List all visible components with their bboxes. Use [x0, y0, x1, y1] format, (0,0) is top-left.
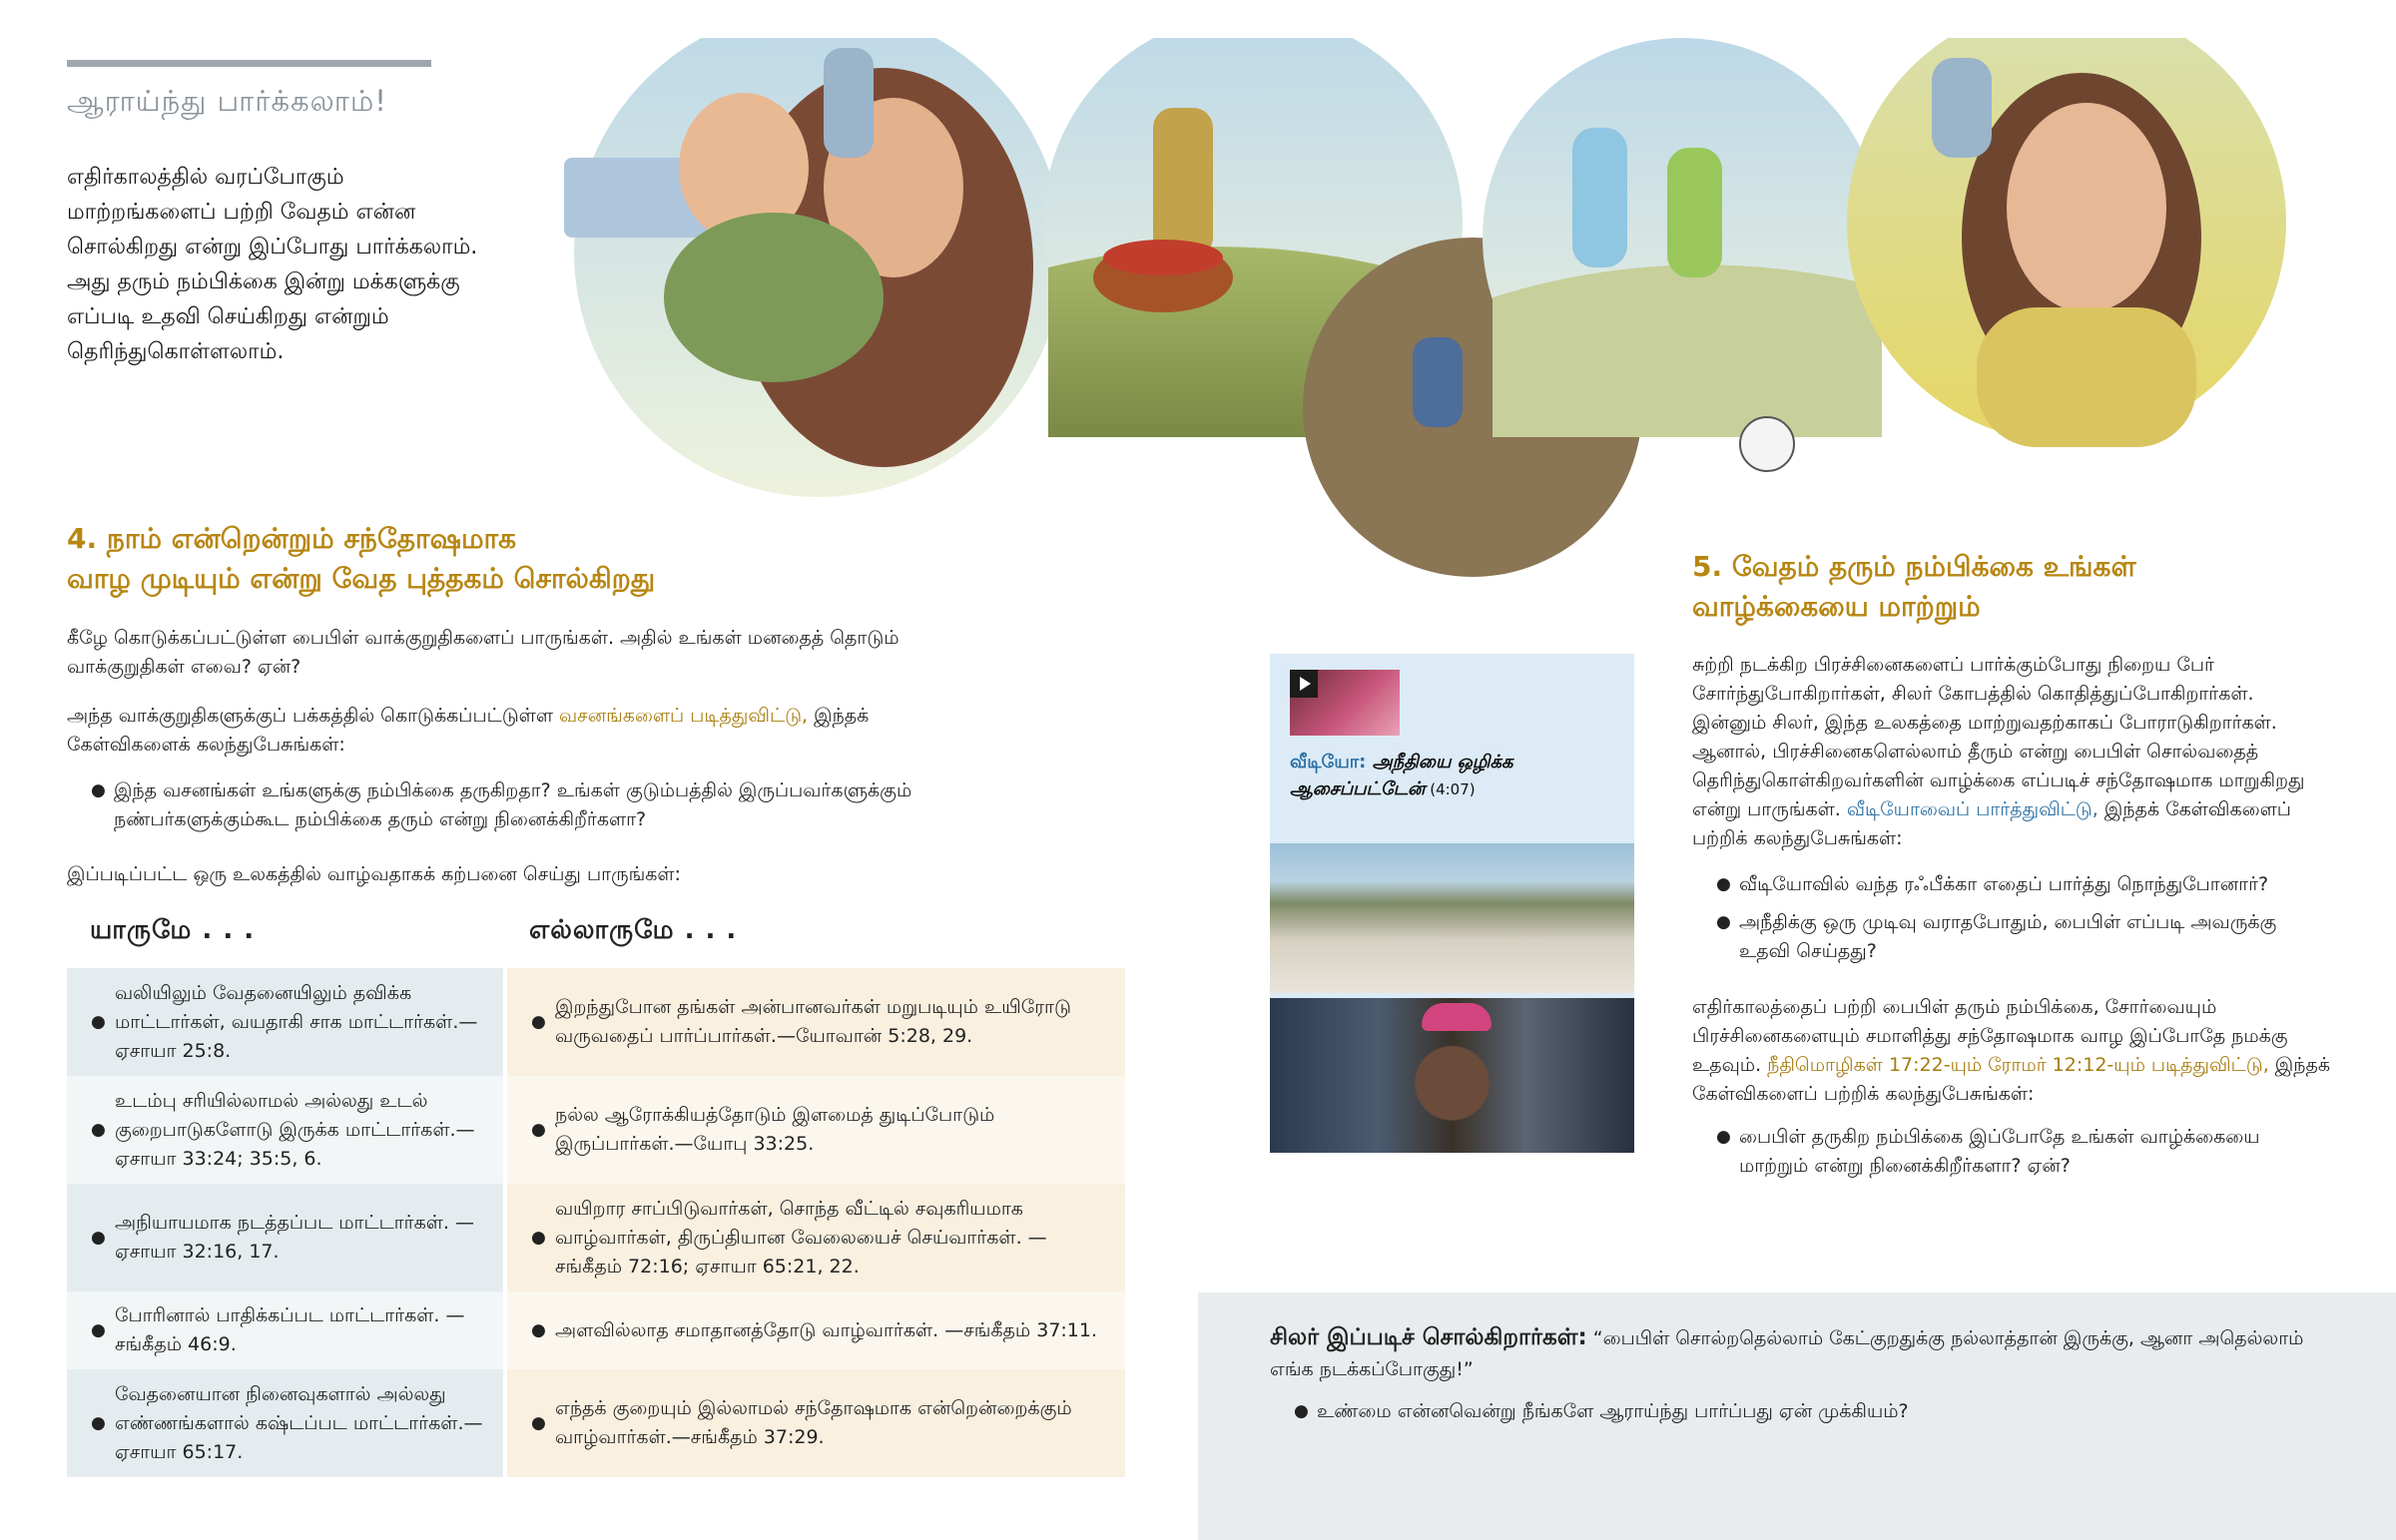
section-5-paragraph-1: சுற்றி நடக்கிற பிரச்சினைகளைப் பார்க்கும்போது நிறைய பேர் சோர்ந்துபோகிறார்கள், சிலர் கோபத்தில் கொதித்துப்போகிறார்கள். இன்னும் சிலர், இந்த உலகத்தை மாற்றுவதற்காகப் போராடுகிறார்கள். ஆனால், பிரச்சினைகளெல்லாம் தீரும் என்று பைபிள் சொல்வதைத் தெரிந்துகொள்கிறவர்களின் வாழ்க்கை எப்படிச் சந்தோஷமாக மாறுகிறது என்று பாருங்கள். வீடியோவைப் பார்த்துவிட்டு, இந்தக் கேள்விகளைப் பற்றிக் கலந்துபேசுங்கள்:: [1692, 654, 2305, 849]
table-cell: ● உடம்பு சரியில்லாமல் அல்லது உடல் குறைபாடுகளோடு இருக்க மாட்டார்கள்.—ஏசாயா 33:24; 35:5, 6.: [67, 1076, 503, 1184]
section-4-question: ● இந்த வசனங்கள் உங்களுக்கு நம்பிக்கை தருகிறதா? உங்கள் குடும்பத்தில் இருப்பவர்களுக்கும் நண்பர்களுக்கும்கூட நம்பிக்கை தரும் என்று நினைக்கிறீர்களா?: [91, 779, 912, 830]
table-row: [67, 968, 1125, 1076]
video-link[interactable]: வீடியோவைப் பார்த்துவிட்டு,: [1846, 798, 2098, 820]
section-4-heading: 4. நாம் என்றென்றும் சந்தோஷமாக வாழ முடியும் என்று வேத புத்தகம் சொல்கிறது: [67, 522, 656, 595]
table-cell: ● அளவில்லாத சமாதானத்தோடு வாழ்வார்கள். —சங்கீதம் 37:11.: [503, 1291, 1125, 1369]
section-4-paragraph-3: இப்படிப்பட்ட ஒரு உலகத்தில் வாழ்வதாகக் கற்பனை செய்து பாருங்கள்:: [67, 863, 681, 885]
table-cell: ● அநியாயமாக நடத்தப்பட மாட்டார்கள். —ஏசாயா 32:16, 17.: [67, 1184, 503, 1291]
table-cell: ● நல்ல ஆரோக்கியத்தோடும் இளமைத் துடிப்போடும் இருப்பார்கள்.—யோபு 33:25.: [503, 1076, 1125, 1184]
video-still-headscarf: [1422, 1003, 1492, 1031]
play-icon[interactable]: [1290, 670, 1318, 698]
scripture-link[interactable]: வசனங்களைப் படித்துவிட்டு,: [559, 705, 809, 727]
intro-text: எதிர்காலத்தில் வரப்போகும் மாற்றங்களைப் பற்றி வேதம் என்ன சொல்கிறது என்று இப்போது பார்க்கலாம். அது தரும் நம்பிக்கை இன்று மக்களுக்கு எப்படி உதவி செய்கிறது என்றும் தெரிந்துகொள்ளலாம்.: [67, 165, 478, 364]
hero-illustration: [554, 38, 2351, 577]
promises-table: [67, 968, 1125, 1477]
video-still-cotton-field: [1270, 843, 1634, 993]
section-rule: [67, 60, 431, 67]
table-cell: ● எந்தக் குறையும் இல்லாமல் சந்தோஷமாக என்றென்றைக்கும் வாழ்வார்கள்.—சங்கீதம் 37:29.: [503, 1369, 1125, 1477]
table-cell: ● வேதனையான நினைவுகளால் அல்லது எண்ணங்களால் கஷ்டப்பட மாட்டார்கள்.—ஏசாயா 65:17.: [67, 1369, 503, 1477]
page-title: ஆராய்ந்து பார்க்கலாம்!: [67, 84, 387, 118]
column-heading-everyone: எல்லாருமே . . .: [529, 915, 738, 945]
video-card[interactable]: [1270, 654, 1634, 1153]
elderly-figure: [824, 48, 874, 158]
video-caption[interactable]: வீடியோ: அநீதியை ஒழிக்க ஆசைப்பட்டேன் (4:07): [1290, 752, 1513, 799]
table-row: [67, 1291, 1125, 1369]
some-say-question: ● உண்மை என்னவென்று நீங்களே ஆராய்ந்து பார்ப்பது ஏன் முக்கியம்?: [1294, 1400, 1909, 1422]
farmer-figure: [1153, 108, 1213, 257]
some-say-quote: சிலர் இப்படிச் சொல்கிறார்கள்: “பைபிள் சொல்றதெல்லாம் கேட்குறதுக்கு நல்லாத்தான் இருக்கு, ஆனா அதெல்லாம் எங்க நடக்கப்போகுது!”: [1270, 1324, 2304, 1380]
section-5-heading: 5. வேதம் தரும் நம்பிக்கை உங்கள் வாழ்க்கையை மாற்றும்: [1692, 550, 2136, 623]
section-5-question-2: ● அநீதிக்கு ஒரு முடிவு வராதபோதும், பைபிள் எப்படி அவருக்கு உதவி செய்தது?: [1716, 911, 2277, 962]
table-row: [67, 1076, 1125, 1184]
section-4-paragraph-1: கீழே கொடுக்கப்பட்டுள்ள பைபிள் வாக்குறுதிகளைப் பாருங்கள். அதில் உங்கள் மனதைத் தொடும் வாக்குறுதிகள் எவை? ஏன்?: [67, 627, 899, 678]
sad-figure: [1932, 58, 1992, 158]
table-cell: ● வயிறார சாப்பிடுவார்கள், சொந்த வீட்டில் சவுகரியமாக வாழ்வார்கள், திருப்தியான வேலையைச் செய்வார்கள். —சங்கீதம் 72:16; ஏசாயா 65:21, 22.: [503, 1184, 1125, 1291]
girl-figure: [1572, 128, 1627, 267]
section-4-paragraph-2: அந்த வாக்குறுதிகளுக்குப் பக்கத்தில் கொடுக்கப்பட்டுள்ள வசனங்களைப் படித்துவிட்டு, இந்தக் கேள்விகளைக் கலந்துபேசுங்கள்:: [67, 705, 870, 756]
table-cell: ● வலியிலும் வேதனையிலும் தவிக்க மாட்டார்கள், வயதாகி சாக மாட்டார்கள்.—ஏசாயா 25:8.: [67, 968, 503, 1076]
table-cell: ● போரினால் பாதிக்கப்பட மாட்டார்கள். —சங்கீதம் 46:9.: [67, 1291, 503, 1369]
table-row: [67, 1369, 1125, 1477]
table-cell: ● இறந்துபோன தங்கள் அன்பானவர்கள் மறுபடியும் உயிரோடு வருவதைப் பார்ப்பார்கள்.—யோவான் 5:28, 29.: [503, 968, 1125, 1076]
section-5-question-3: ● பைபிள் தருகிற நம்பிக்கை இப்போதே உங்கள் வாழ்க்கையை மாற்றும் என்று நினைக்கிறீர்களா? ஏன்?: [1716, 1126, 2260, 1177]
soccer-ball: [1740, 417, 1794, 471]
boy-figure: [1667, 148, 1722, 277]
column-heading-nobody: யாருமே . . .: [90, 915, 256, 945]
scripture-link[interactable]: நீதிமொழிகள் 17:22-யும் ரோமர் 12:12-யும் படித்துவிட்டு,: [1767, 1054, 2269, 1076]
section-5-paragraph-2: எதிர்காலத்தைப் பற்றி பைபிள் தரும் நம்பிக்கை, சோர்வையும் பிரச்சினைகளையும் சமாளித்து சந்தோஷமாக வாழ இப்போதே நமக்கு உதவும். நீதிமொழிகள் 17:22-யும் ரோமர் 12:12-யும் படித்துவிட்டு, இந்தக் கேள்விகளைப் பற்றிக் கலந்துபேசுங்கள்:: [1692, 996, 2331, 1105]
table-row: [67, 1184, 1125, 1291]
section-5-question-1: ● வீடியோவில் வந்த ரஃபீக்கா எதைப் பார்த்து நொந்துபோனார்?: [1716, 873, 2269, 895]
